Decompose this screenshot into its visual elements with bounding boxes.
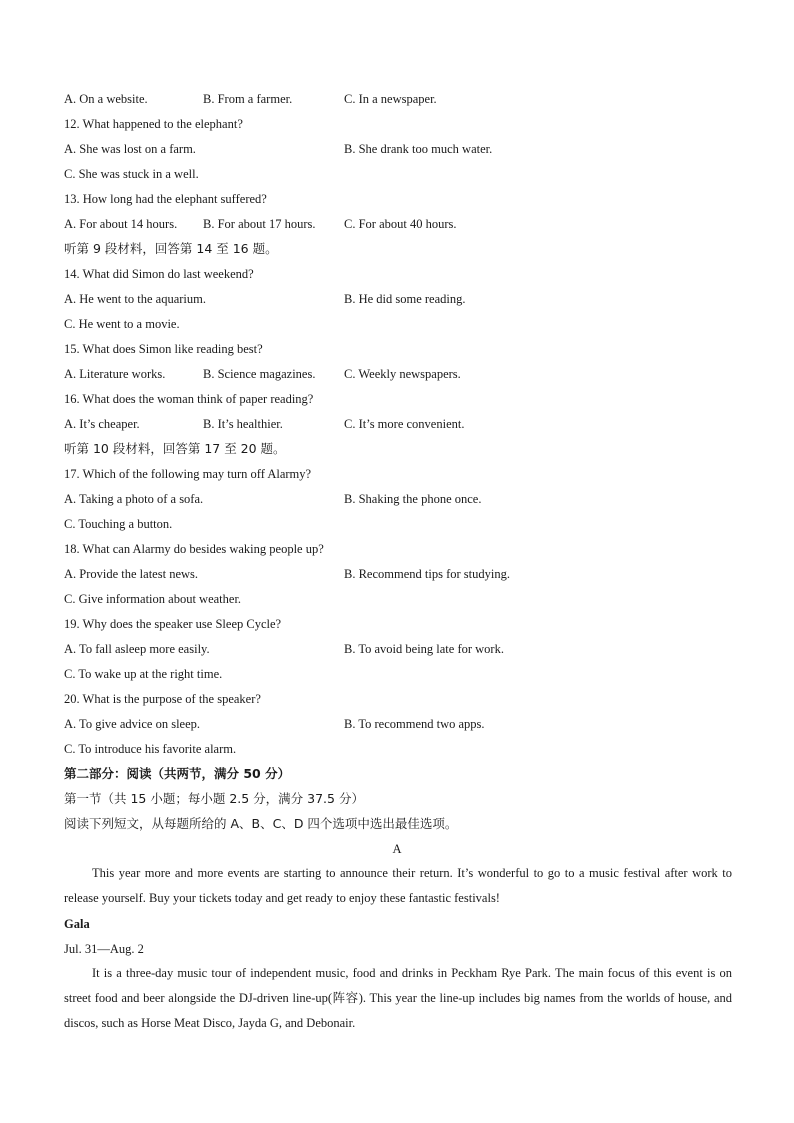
gala-date: Jul. 31—Aug. 2	[64, 942, 144, 956]
q16-option-a: A. It’s cheaper.	[64, 417, 140, 431]
intro-paragraph: This year more and more events are starting to announce their return. It’s wonderful to go to a music festival after work to release yourself. Buy your tickets today and get ready to enjoy these fantastic festivals!	[64, 866, 732, 905]
q17-option-c: C. Touching a button.	[64, 517, 173, 531]
q14-option-a: A. He went to the aquarium.	[64, 292, 206, 306]
q15-option-b: B. Science magazines.	[203, 367, 316, 381]
q11-option-b: B. From a farmer.	[203, 92, 293, 106]
q18-option-c: C. Give information about weather.	[64, 592, 242, 606]
q16-stem: 16. What does the woman think of paper reading?	[64, 392, 314, 406]
q19-option-c: C. To wake up at the right time.	[64, 667, 223, 681]
q20-option-b: B. To recommend two apps.	[344, 717, 485, 731]
q18-option-b: B. Recommend tips for studying.	[344, 567, 510, 581]
q18-stem: 18. What can Alarmy do besides waking people up?	[64, 542, 324, 556]
q17-option-b: B. Shaking the phone once.	[344, 492, 482, 506]
q20-option-a: A. To give advice on sleep.	[64, 717, 201, 731]
part2-title: 第二部分：阅读（共两节，满分 50 分）	[64, 766, 291, 781]
q13-option-b: B. For about 17 hours.	[203, 217, 316, 231]
q13-stem: 13. How long had the elephant suffered?	[64, 192, 267, 206]
q12-option-c: C. She was stuck in a well.	[64, 167, 199, 181]
q14-option-c: C. He went to a movie.	[64, 317, 180, 331]
part2-subtitle: 第一节（共 15 小题；每小题 2.5 分，满分 37.5 分）	[64, 791, 364, 806]
q16-option-c: C. It’s more convenient.	[344, 417, 465, 431]
q15-option-c: C. Weekly newspapers.	[344, 367, 461, 381]
q12-option-a: A. She was lost on a farm.	[64, 142, 196, 156]
q15-stem: 15. What does Simon like reading best?	[64, 342, 263, 356]
gala-heading: Gala	[64, 917, 90, 931]
q14-option-b: B. He did some reading.	[344, 292, 466, 306]
q16-option-b: B. It’s healthier.	[203, 417, 283, 431]
q20-option-c: C. To introduce his favorite alarm.	[64, 742, 237, 756]
gala-description	[64, 961, 732, 1036]
q19-stem: 19. Why does the speaker use Sleep Cycle?	[64, 617, 282, 631]
q17-stem: 17. Which of the following may turn off Alarmy?	[64, 467, 312, 481]
q14-stem: 14. What did Simon do last weekend?	[64, 267, 254, 281]
q12-stem: 12. What happened to the elephant?	[64, 117, 243, 131]
q11-option-c: C. In a newspaper.	[344, 92, 437, 106]
q13-option-c: C. For about 40 hours.	[344, 217, 457, 231]
section-9-instruction: 听第 9 段材料，回答第 14 至 16 题。	[64, 241, 278, 256]
q19-option-b: B. To avoid being late for work.	[344, 642, 504, 656]
q12-option-b: B. She drank too much water.	[344, 142, 493, 156]
passage-intro	[64, 861, 732, 911]
section-10-instruction: 听第 10 段材料，回答第 17 至 20 题。	[64, 441, 286, 456]
q15-option-a: A. Literature works.	[64, 367, 166, 381]
gala-paragraph: It is a three-day music tour of independent music, food and drinks in Peckham Rye Park. The main focus of this event is on street food and beer alongside the DJ-driven line-up(阵容). This year the line-up includes big names from the worlds of house, and discos, such as Horse Meat Disco, Jayda G, and Debonair.	[64, 966, 732, 1030]
q18-option-a: A. Provide the latest news.	[64, 567, 199, 581]
q20-stem: 20. What is the purpose of the speaker?	[64, 692, 261, 706]
part2-instruction: 阅读下列短文，从每题所给的 A、B、C、D 四个选项中选出最佳选项。	[64, 816, 458, 831]
passage-label: A	[392, 842, 402, 856]
q13-option-a: A. For about 14 hours.	[64, 217, 178, 231]
q19-option-a: A. To fall asleep more easily.	[64, 642, 210, 656]
q11-option-a: A. On a website.	[64, 92, 148, 106]
q17-option-a: A. Taking a photo of a sofa.	[64, 492, 204, 506]
